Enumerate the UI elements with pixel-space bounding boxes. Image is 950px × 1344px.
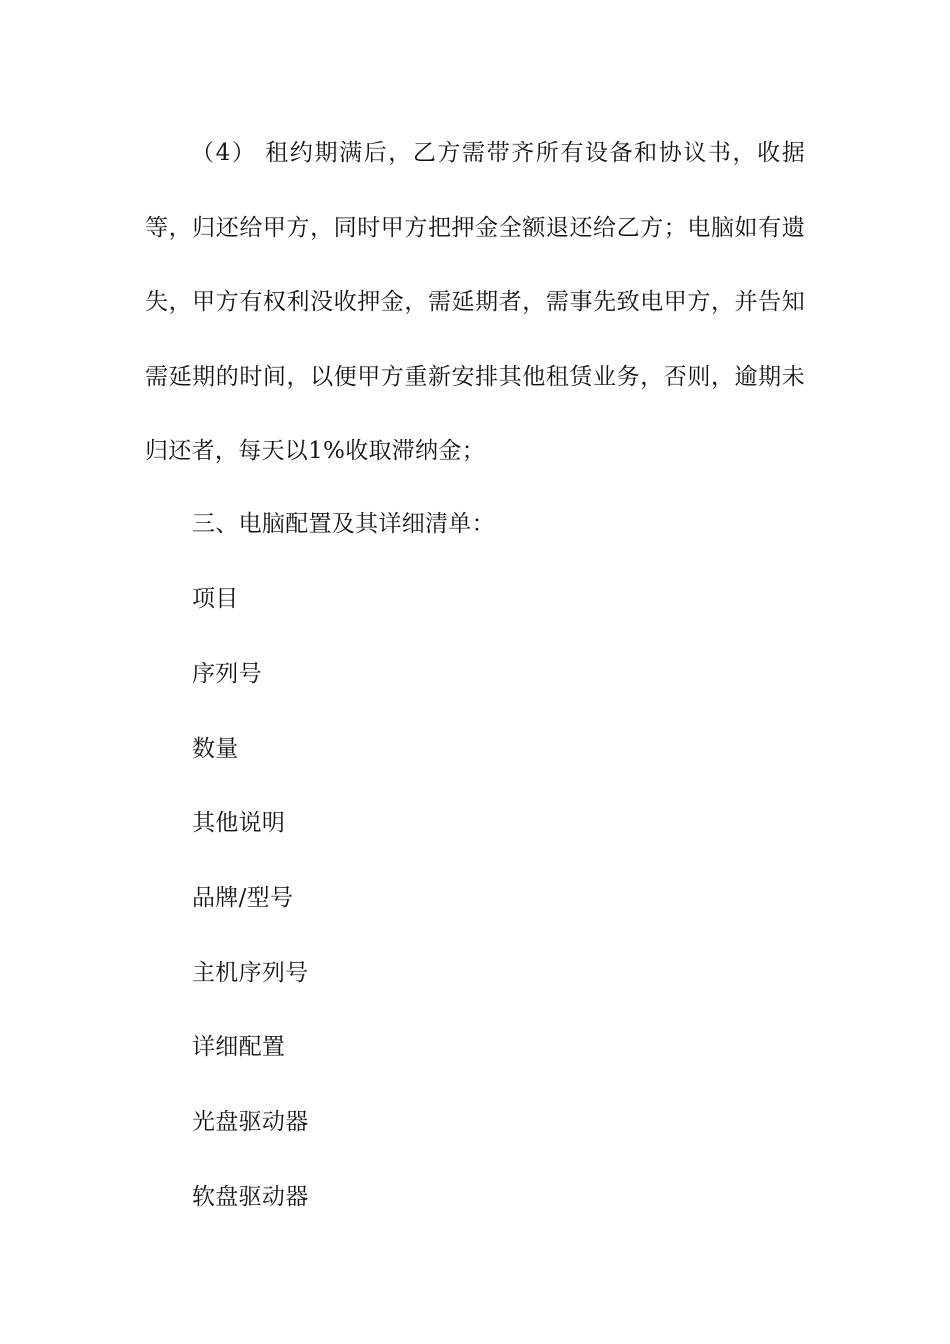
section-heading: 三、电脑配置及其详细清单： (192, 511, 495, 537)
list-item: 数量 (192, 736, 239, 762)
list-item: 品牌/型号 (192, 885, 294, 911)
list-item: 详细配置 (192, 1034, 286, 1060)
paragraph-lease-return: （4） 租约期满后，乙方需带齐所有设备和协议书，收据等，归还给甲方，同时甲方把押金全额退还给乙方；电脑如有遗失，甲方有权利没收押金，需延期者，需事先致电甲方，并告知需延期的时间，以便甲方重新安排其他租赁业务，否则，逾期未归还者，每天以1%收取滞纳金； (145, 140, 805, 464)
list-item: 序列号 (192, 661, 262, 687)
list-item: 光盘驱动器 (192, 1109, 309, 1135)
list-item: 主机序列号 (192, 960, 309, 986)
list-item: 软盘驱动器 (192, 1184, 309, 1210)
list-item: 项目 (192, 586, 239, 612)
list-item: 其他说明 (192, 810, 286, 836)
